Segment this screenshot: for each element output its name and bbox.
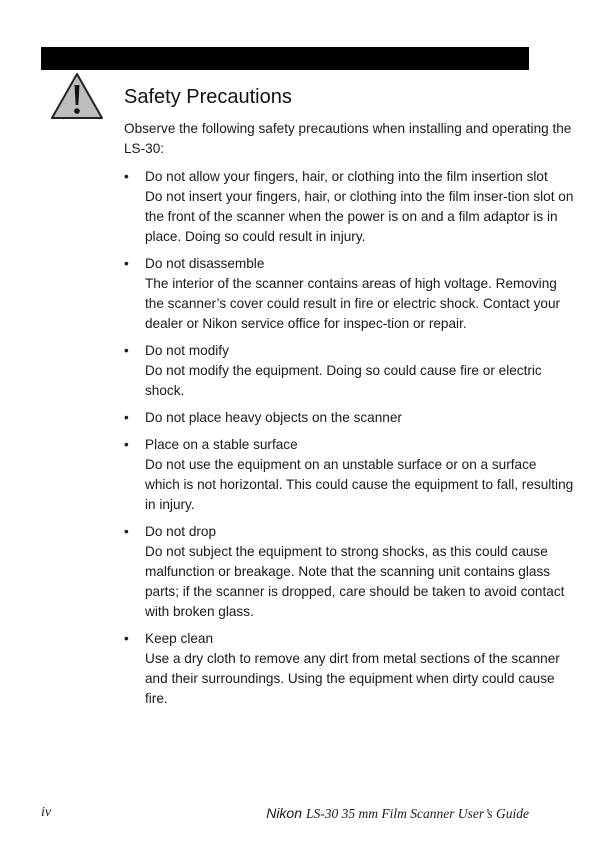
bullet-marker: • bbox=[124, 524, 129, 539]
bullet-marker: • bbox=[124, 256, 129, 271]
warning-triangle-icon bbox=[50, 72, 104, 120]
precaution-item bbox=[124, 167, 574, 247]
precaution-item bbox=[124, 254, 574, 334]
precaution-body: Do not subject the equipment to strong shocks, as this could cause malfunction or breakage. Note that the scanning unit contains glass parts; if the scanner is dropped, care should be taken to avoid contact with broken glass. bbox=[145, 544, 565, 619]
intro-text: Observe the following safety precautions when installing and operating the LS-30: bbox=[124, 121, 572, 156]
precaution-item bbox=[124, 408, 574, 428]
precaution-heading: Do not place heavy objects on the scanner bbox=[145, 410, 402, 425]
bullet-marker: • bbox=[124, 437, 129, 452]
precaution-heading: Do not disassemble bbox=[145, 256, 265, 271]
precaution-heading: Keep clean bbox=[145, 631, 214, 646]
precaution-body: Do not use the equipment on an unstable surface or on a surface which is not horizontal. This could cause the equipment to fall, resulting in injury. bbox=[145, 457, 574, 512]
precaution-list bbox=[124, 167, 574, 709]
footer-guide-title bbox=[266, 805, 529, 822]
bullet-marker: • bbox=[124, 169, 129, 184]
precaution-item bbox=[124, 341, 574, 401]
precaution-item bbox=[124, 522, 574, 622]
precaution-item bbox=[124, 629, 574, 709]
bullet-marker: • bbox=[124, 343, 129, 358]
precaution-heading: Place on a stable surface bbox=[145, 437, 298, 452]
precaution-heading: Do not drop bbox=[145, 524, 217, 539]
precaution-item bbox=[124, 435, 574, 515]
precaution-body: Do not insert your fingers, hair, or clothing into the film inser-tion slot on the front of the scanner when the power is on and a film adaptor is in place. Doing so could result in injury. bbox=[145, 189, 574, 244]
precaution-heading: Do not modify bbox=[145, 343, 229, 358]
page-title: Safety Precautions bbox=[124, 86, 292, 108]
bullet-marker: • bbox=[124, 631, 129, 646]
precaution-body: Do not modify the equipment. Doing so could cause fire or electric shock. bbox=[145, 363, 542, 398]
bullet-marker: • bbox=[124, 410, 129, 425]
guide-title: LS-30 35 mm Film Scanner User’s Guide bbox=[306, 806, 529, 821]
header-bar bbox=[41, 47, 529, 70]
content bbox=[124, 119, 574, 716]
page-number: iv bbox=[41, 805, 52, 820]
precaution-body: The interior of the scanner contains areas of high voltage. Removing the scanner’s cover could result in fire or electric shock. Contact your dealer or Nikon service office for inspec-tion or repair. bbox=[145, 276, 561, 331]
precaution-heading: Do not allow your fingers, hair, or clothing into the film insertion slot bbox=[145, 169, 548, 184]
brand-name: Nikon bbox=[266, 805, 302, 821]
precaution-body: Use a dry cloth to remove any dirt from metal sections of the scanner and their surroundings. Using the equipment when dirty could cause fire. bbox=[145, 651, 560, 706]
footer bbox=[41, 805, 529, 825]
